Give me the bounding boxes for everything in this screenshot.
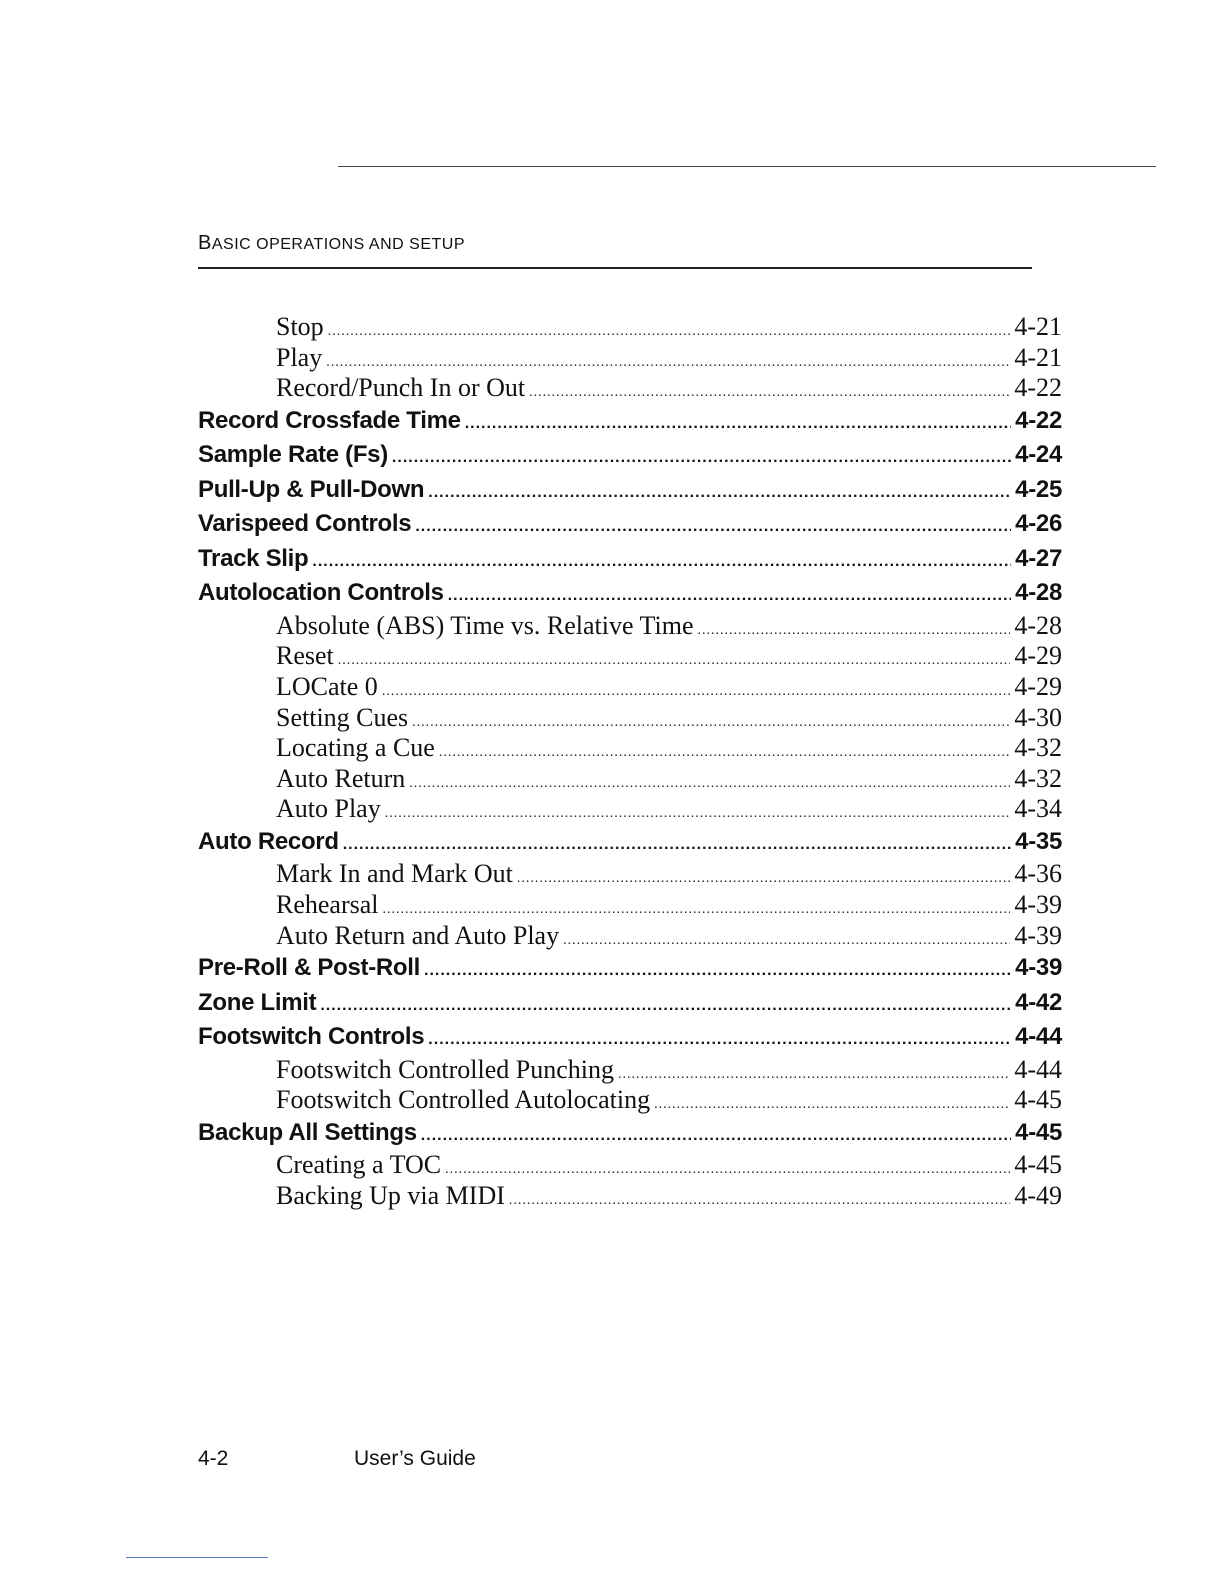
toc-sub-entry [198,890,1062,921]
toc-entry-page: 4-44 [1015,1023,1062,1051]
toc-entry-title: Reset [276,641,334,671]
toc-main-entry [198,1116,1062,1151]
toc-entry-title: Auto Record [198,827,339,855]
toc-entry-page: 4-49 [1014,1181,1062,1210]
toc-entry-page: 4-21 [1014,312,1062,341]
dot-leader [343,825,1011,863]
toc-entry-page: 4-28 [1014,610,1062,640]
toc-sub-entry [198,859,1062,890]
toc-entry-page: 4-32 [1014,733,1062,763]
toc-sub-entry [198,1150,1062,1181]
toc-main-entry [198,986,1062,1021]
header-title: ASIC OPERATIONS AND SETUP [211,236,465,253]
toc-entry-title: Record/Punch In or Out [276,373,526,403]
dot-leader [428,473,1011,511]
toc-entry-page: 4-39 [1014,920,1062,950]
toc-sub-entry [198,921,1062,952]
toc-entry-title: Pull-Up & Pull-Down [198,475,425,503]
dot-leader [421,1116,1011,1154]
toc-entry-title: Play [276,342,323,372]
toc-entry-page: 4-36 [1014,859,1062,889]
toc-entry-page: 4-39 [1015,954,1062,982]
toc-entry-page: 4-26 [1015,510,1062,538]
toc-entry-page: 4-32 [1014,763,1062,793]
footer-page-number: 4-2 [198,1447,229,1470]
toc-entry-title: Rehearsal [276,890,379,920]
toc-entry-title: Footswitch Controls [198,1023,425,1051]
toc-entry-title: Track Slip [198,544,309,572]
toc-sub-entry [198,1181,1062,1212]
toc-entry-page: 4-45 [1014,1085,1062,1115]
toc-entry-title: Auto Return and Auto Play [276,920,560,950]
toc-entry-title: Pre-Roll & Post-Roll [198,954,421,982]
toc-entry-page: 4-42 [1015,988,1062,1016]
toc-main-entry [198,438,1062,473]
toc-entry-title: Zone Limit [198,988,317,1016]
toc-entry-page: 4-39 [1014,890,1062,920]
dot-leader [392,438,1011,476]
toc-entry-title: Absolute (ABS) Time vs. Relative Time [276,610,694,640]
toc-sub-entry [198,611,1062,642]
toc-entry-page: 4-24 [1015,441,1062,469]
toc-sub-entry [198,794,1062,825]
toc-sub-entry [198,733,1062,764]
dot-leader [415,507,1011,545]
dot-leader [448,576,1011,614]
toc-main-entry [198,542,1062,577]
toc-entry-title: Setting Cues [276,702,409,732]
dot-leader [509,1181,1010,1217]
toc-entry-page: 4-30 [1014,702,1062,732]
toc-entry-page: 4-45 [1014,1150,1062,1180]
toc-entry-title: Varispeed Controls [198,510,412,538]
toc-entry-title: Record Crossfade Time [198,406,461,434]
toc-entry-title: Locating a Cue [276,733,435,763]
dot-leader [424,951,1011,989]
toc-main-entry [198,576,1062,611]
dot-leader [465,404,1011,442]
toc-entry-page: 4-28 [1015,579,1062,607]
toc-entry-title: Auto Play [276,794,381,824]
toc-sub-entry [198,641,1062,672]
toc-main-entry [198,825,1062,860]
toc-entry-page: 4-27 [1015,544,1062,572]
toc-main-entry [198,1020,1062,1055]
toc-main-entry [198,473,1062,508]
toc-sub-entry [198,672,1062,703]
toc-main-entry [198,404,1062,439]
toc-entry-page: 4-29 [1014,671,1062,701]
toc-entry-title: Footswitch Controlled Punching [276,1054,614,1084]
bottom-rule [126,1557,268,1558]
header-initial: B [198,232,212,254]
toc-entry-title: Footswitch Controlled Autolocating [276,1085,651,1115]
toc-entry-title: Stop [276,312,324,341]
toc-entry-page: 4-45 [1015,1118,1062,1146]
toc-entry-page: 4-29 [1014,641,1062,671]
toc-sub-entry [198,343,1062,374]
dot-leader [320,986,1011,1024]
toc-sub-entry [198,1085,1062,1116]
toc-entry-page: 4-21 [1014,342,1062,372]
toc-sub-entry [198,373,1062,404]
toc-sub-entry [198,703,1062,734]
header-rule [198,267,1032,269]
toc-entry-title: Auto Return [276,763,406,793]
top-rule [338,166,1156,167]
table-of-contents [198,312,1062,1212]
dot-leader [428,1020,1011,1058]
toc-entry-title: Backup All Settings [198,1118,417,1146]
toc-entry-page: 4-44 [1014,1054,1062,1084]
running-header [198,232,465,255]
toc-entry-title: LOCate 0 [276,671,378,701]
toc-entry-page: 4-34 [1014,794,1062,824]
toc-entry-title: Creating a TOC [276,1150,442,1180]
toc-sub-entry [198,764,1062,795]
toc-entry-title: Mark In and Mark Out [276,859,513,889]
toc-entry-title: Autolocation Controls [198,579,444,607]
toc-sub-entry [198,312,1062,343]
toc-entry-page: 4-25 [1015,475,1062,503]
toc-entry-title: Backing Up via MIDI [276,1181,505,1210]
toc-entry-page: 4-22 [1014,373,1062,403]
toc-entry-title: Sample Rate (Fs) [198,441,388,469]
footer-guide-title: User’s Guide [354,1447,476,1470]
dot-leader [312,542,1011,580]
toc-main-entry [198,951,1062,986]
toc-main-entry [198,507,1062,542]
toc-entry-page: 4-35 [1015,827,1062,855]
toc-sub-entry [198,1055,1062,1086]
toc-entry-page: 4-22 [1015,406,1062,434]
